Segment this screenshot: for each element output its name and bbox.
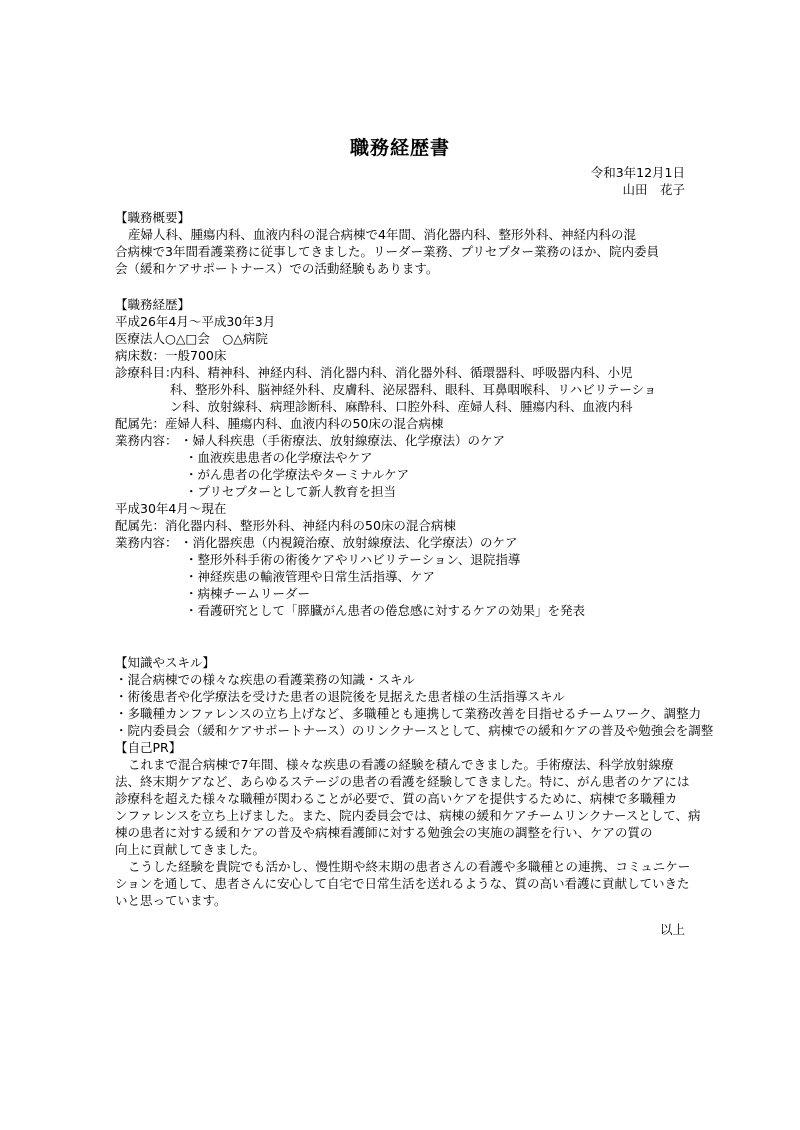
job2-duty-item: ・看護研究として「膵臓がん患者の倦怠感に対するケアの効果」を発表	[185, 603, 586, 618]
skill-item: ・多職種カンファレンスの立ち上げなど、多職種とも連携して業務改善を目指せるチームワーク、調整力	[115, 706, 702, 721]
skill-item: ・術後患者や化学療法を受けた患者の退院後を見据えた患者様の生活指導スキル	[115, 689, 565, 704]
pr-line: いと思っています。	[115, 893, 227, 908]
document-title: 職務経歴書	[349, 137, 450, 159]
skill-item: ・院内委員会（緩和ケアサポートナース）のリンクナースとして、病棟での緩和ケアの普及や勉強会を調整	[115, 723, 714, 738]
job2-duty-item: ・病棟チームリーダー	[185, 586, 311, 601]
job2-assignment: 配属先：消化器内科、整形外科、神経内科の50床の混合病棟	[115, 518, 456, 533]
pr-line: ンファレンスを立ち上げました。また、院内委員会では、病棟の緩和ケアチームリンクナースとして、病	[115, 808, 701, 823]
pr-line: ションを通して、患者さんに安心して自宅で日常生活を送れるような、質の高い看護に貢献していきた	[115, 876, 690, 891]
pr-line: 向上に貢献してきました。	[115, 842, 266, 857]
job1-assignment: 配属先：産婦人科、腫瘍内科、血液内科の50床の混合病棟	[115, 416, 444, 431]
pr-line: 法、終末期ケアなど、あらゆるステージの患者の看護を経験してきました。特に、がん患者のケアには	[115, 774, 690, 789]
history-heading: 【職務経歴】	[115, 297, 191, 312]
job1-departments-label: 診療科目：	[115, 365, 178, 380]
job1-duty-item: ・プリセプターとして新人教育を担当	[185, 484, 397, 499]
job1-period: 平成26年4月～平成30年3月	[115, 314, 276, 329]
job1-duty-item: ・婦人科疾患（手術療法、放射線療法、化学療法）のケア	[180, 433, 506, 448]
job1-departments-line: 内科、精神科、神経内科、消化器内科、消化器外科、循環器科、呼吸器内科、小児	[170, 365, 633, 380]
job1-departments-line: 科、整形外科、脳神経外科、皮膚科、泌尿器科、眼科、耳鼻咽喉科、リハビリテーショ	[170, 382, 657, 397]
closing-mark: 以上	[659, 922, 685, 937]
job2-duty-item: ・消化器疾患（内視鏡治療、放射線療法、化学療法）のケア	[180, 535, 518, 550]
job1-duty-item: ・がん患者の化学療法やターミナルケア	[185, 467, 410, 482]
pr-line: これまで混合病棟で7年間、様々な疾患の看護の経験を積んできました。手術療法、科学放射線療	[128, 757, 674, 772]
skills-heading: 【知識やスキル】	[115, 655, 215, 670]
job2-duty-item: ・神経疾患の輸液管理や日常生活指導、ケア	[185, 569, 436, 584]
job2-duty-item: ・整形外科手術の術後ケアやリハビリテーション、退院指導	[185, 552, 521, 567]
job1-organization: 医療法人○△□会 ○△病院	[115, 331, 268, 346]
summary-line: 産婦人科、腫瘍内科、血液内科の混合病棟で4年間、消化器内科、整形外科、神経内科の混	[128, 227, 636, 242]
job1-duty-item: ・血液疾患患者の化学療法やケア	[185, 450, 373, 465]
pr-line: こうした経験を貴院でも活かし、慢性期や終末期の患者さんの看護や多職種との連携、コミュニケー	[128, 859, 691, 874]
job1-departments-line: ン科、放射線科、病理診断科、麻酔科、口腔外科、産婦人科、腫瘍内科、血液内科	[170, 399, 633, 414]
summary-line: 合病棟で3年間看護業務に従事してきました。リーダー業務、プリセプター業務のほか、院内委員	[115, 244, 659, 259]
job2-duties-label: 業務内容：	[115, 535, 178, 550]
document-date: 令和3年12月1日	[590, 165, 685, 180]
author-name: 山田 花子	[622, 182, 685, 197]
skill-item: ・混合病棟での様々な疾患の看護業務の知識・スキル	[115, 672, 415, 687]
job1-duties-label: 業務内容：	[115, 433, 178, 448]
pr-line: 診療科を超えた様々な職種が関わることが必要で、質の高いケアを提供するために、病棟で多職種カ	[115, 791, 678, 806]
job2-period: 平成30年4月～現在	[115, 501, 227, 516]
summary-line: 会（緩和ケアサポートナース）での活動経験もあります。	[115, 261, 439, 276]
pr-heading: 【自己PR】	[115, 740, 182, 755]
pr-line: 棟の患者に対する緩和ケアの普及や病棟看護師に対する勉強会の実施の調整を行い、ケアの質の	[115, 825, 653, 840]
summary-heading: 【職務概要】	[115, 210, 191, 225]
job1-bed-count: 病床数：一般700床	[115, 348, 227, 363]
